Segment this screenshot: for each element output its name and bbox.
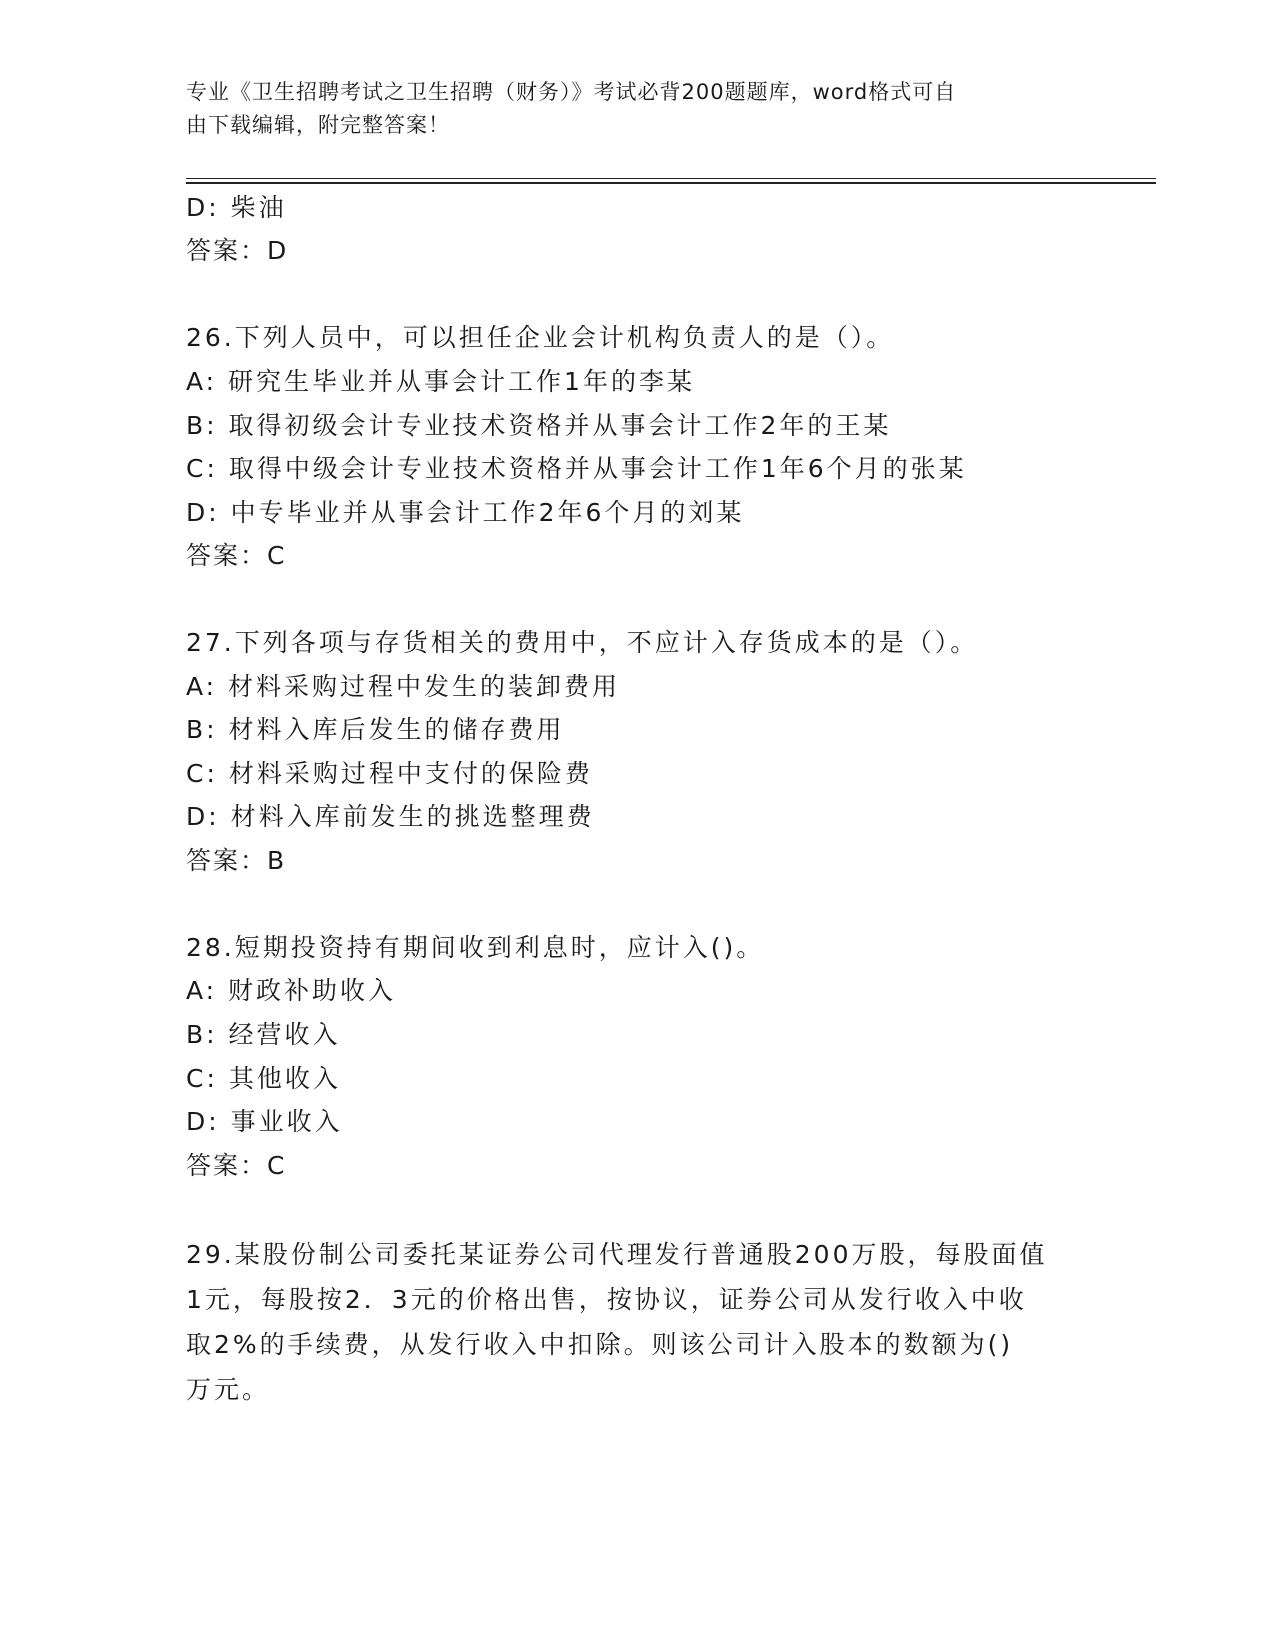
header-line-2: 由下载编辑，附完整答案！ (186, 113, 450, 137)
q26-option-d: D: 中专毕业并从事会计工作2年6个月的刘某 (186, 498, 745, 527)
q27-option-d: D: 材料入库前发生的挑选整理费 (186, 802, 595, 831)
prev-answer: 答案：D (186, 236, 289, 265)
q28-option-c: C: 其他收入 (186, 1064, 341, 1093)
q28-question: 28.短期投资持有期间收到利息时，应计入()。 (186, 933, 765, 962)
q26-answer: 答案：C (186, 541, 287, 570)
q28-option-a: A: 财政补助收入 (186, 976, 397, 1005)
q27-option-c: C: 材料采购过程中支付的保险费 (186, 759, 593, 788)
document-header (186, 76, 1066, 142)
q29-line-2: 1元，每股按2．3元的价格出售，按协议，证券公司从发行收入中收 (186, 1285, 1027, 1314)
q27-option-a: A: 材料采购过程中发生的装卸费用 (186, 672, 621, 701)
q29-line-4: 万元。 (186, 1375, 271, 1404)
q29-question (186, 1232, 1086, 1412)
q27-answer: 答案：B (186, 846, 287, 875)
q26-option-a: A: 研究生毕业并从事会计工作1年的李某 (186, 367, 695, 396)
q27-option-b: B: 材料入库后发生的储存费用 (186, 715, 565, 744)
q29-line-1: 29.某股份制公司委托某证券公司代理发行普通股200万股，每股面值 (186, 1240, 1048, 1269)
prev-option-d: D: 柴油 (186, 193, 287, 222)
q26-option-c: C: 取得中级会计专业技术资格并从事会计工作1年6个月的张某 (186, 454, 967, 483)
header-line-1: 专业《卫生招聘考试之卫生招聘（财务）》考试必背200题题库，word格式可自 (186, 80, 957, 104)
q26-question: 26.下列人员中，可以担任企业会计机构负责人的是（）。 (186, 323, 895, 352)
q29-line-3: 取2%的手续费，从发行收入中扣除。则该公司计入股本的数额为() (186, 1330, 1014, 1359)
q28-answer: 答案：C (186, 1151, 287, 1180)
q28-option-b: B: 经营收入 (186, 1020, 341, 1049)
q28-option-d: D: 事业收入 (186, 1107, 343, 1136)
header-divider-thin (186, 178, 1156, 179)
q26-option-b: B: 取得初级会计专业技术资格并从事会计工作2年的王某 (186, 411, 892, 440)
header-divider-thick (186, 182, 1156, 184)
q27-question: 27.下列各项与存货相关的费用中，不应计入存货成本的是（）。 (186, 628, 979, 657)
